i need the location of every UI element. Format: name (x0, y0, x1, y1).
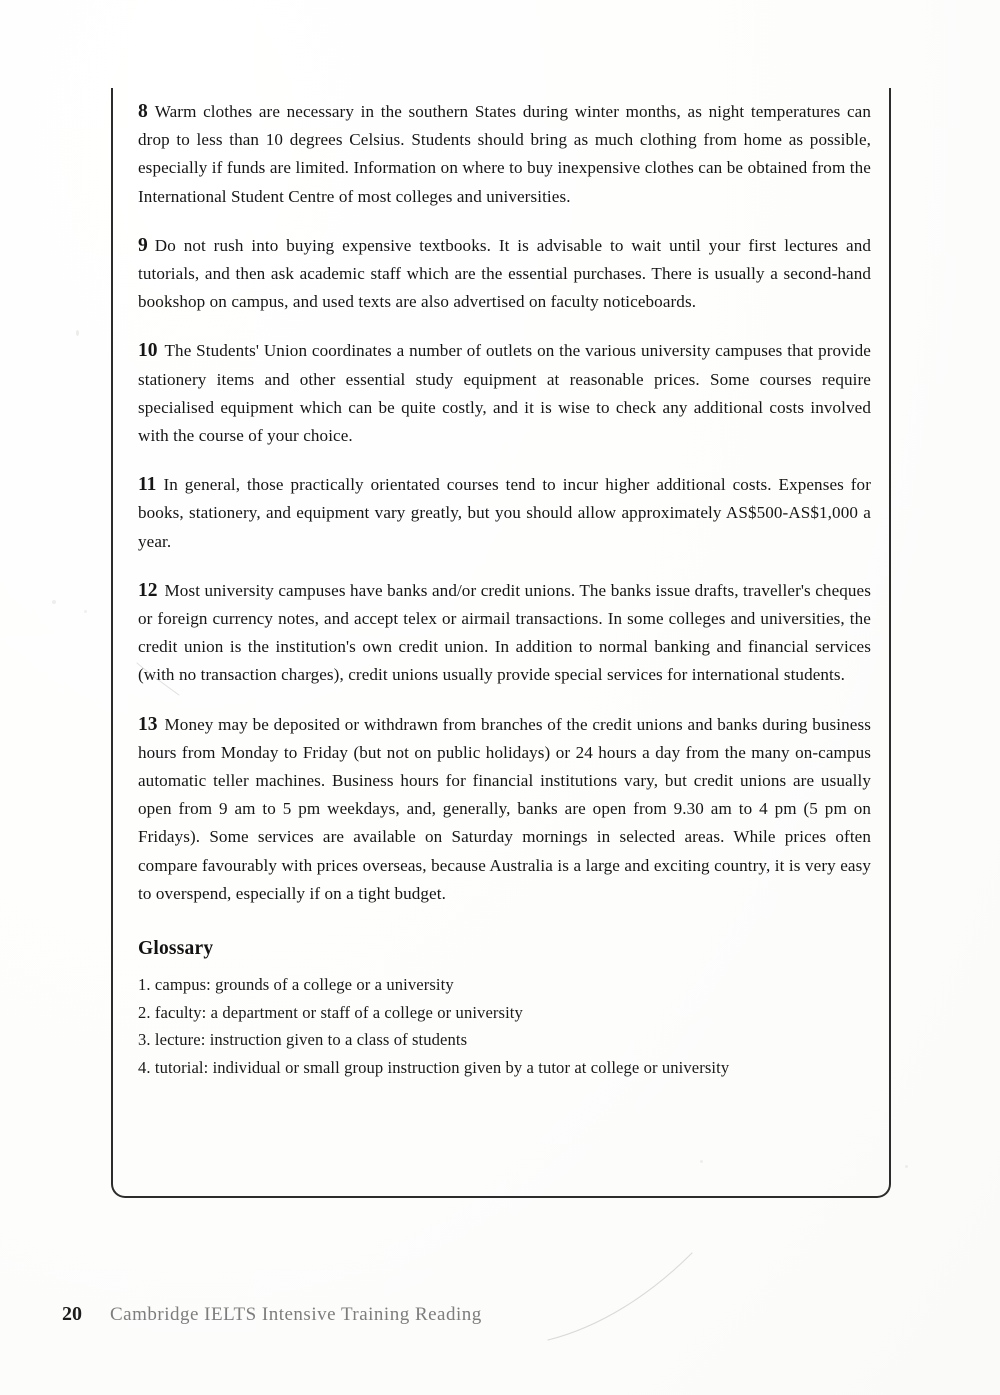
footer-page-number: 20 (62, 1303, 82, 1325)
paragraph-text: Money may be deposited or withdrawn from branches of the credit unions and banks during business hours from Monday to Friday (but not on public holidays) or 24 hours a day from the many on-campus automatic teller machines. Business hours for financial institutions vary, but credit unions are usually open from 9 am to 5 pm weekdays, and, generally, banks are open from 9.30 am to 4 pm (5 pm on Fridays). Some services are available on Saturday mornings in selected areas. While prices often compare favourably with prices overseas, because Australia is a large and exciting country, it is very easy to overspend, especially if on a tight budget. (138, 714, 871, 903)
article-body (138, 98, 871, 1081)
paragraph-number: 12 (138, 579, 158, 601)
glossary-item: 1. campus: grounds of a college or a university (138, 975, 454, 995)
paragraph-text: Most university campuses have banks and/or credit unions. The banks issue drafts, traveller's cheques or foreign currency notes, and accept telex or airmail transactions. In some colleges and universities, the credit union is the institution's own credit union. In addition to normal banking and financial services (with no transaction charges), credit unions usually provide special services for international students. (138, 580, 871, 685)
paragraph-text: In general, those practically orientated courses tend to incur higher additional costs. Expenses for books, stationery, and equipment vary greatly, but you should allow approximately AS$500-AS$1,000 a year. (138, 475, 871, 551)
paragraph-9 (138, 232, 871, 317)
paragraph-number: 8 (138, 101, 148, 122)
glossary-section (138, 938, 871, 1081)
glossary-item: 4. tutorial: individual or small group instruction given by a tutor at college or university (138, 1057, 730, 1077)
paragraph-10 (138, 337, 871, 450)
glossary-item: 2. faculty: a department or staff of a college or university (138, 1002, 523, 1022)
glossary-heading: Glossary (138, 938, 214, 960)
footer-book-title: Cambridge IELTS Intensive Training Reading (110, 1304, 482, 1325)
glossary-item: 3. lecture: instruction given to a class of students (138, 1030, 468, 1050)
paragraph-text: Warm clothes are necessary in the southern States during winter months, as night temperatures can drop to less than 10 degrees Celsius. Students should bring as much clothing from home as possible, especially if funds are limited. Information on where to buy inexpensive clothes can be obtained from the International Student Centre of most colleges and universities. (138, 102, 871, 206)
paragraph-number: 13 (138, 713, 158, 735)
article-content-box (111, 88, 891, 1198)
paragraph-8 (138, 98, 871, 211)
paragraph-number: 9 (138, 234, 148, 256)
paragraph-text: The Students' Union coordinates a number of outlets on the various university campuses that provide stationery items and other essential study equipment at reasonable prices. Some courses require specialised equipment which can be quite costly, and it is wise to check any additional costs involved with the course of your choice. (138, 341, 871, 446)
glossary-list (138, 971, 871, 1081)
paragraph-13 (138, 711, 871, 908)
page-footer (62, 1303, 482, 1326)
paragraph-number: 11 (138, 474, 157, 496)
paragraph-12 (138, 577, 871, 690)
paragraph-text: Do not rush into buying expensive textbooks. It is advisable to wait until your first lectures and tutorials, and then ask academic staff which are the essential purchases. There is usually a second-hand bookshop on campus, and used texts are also advertised on faculty noticeboards. (138, 235, 871, 312)
paragraph-number: 10 (138, 340, 158, 362)
paragraph-11 (138, 471, 871, 556)
